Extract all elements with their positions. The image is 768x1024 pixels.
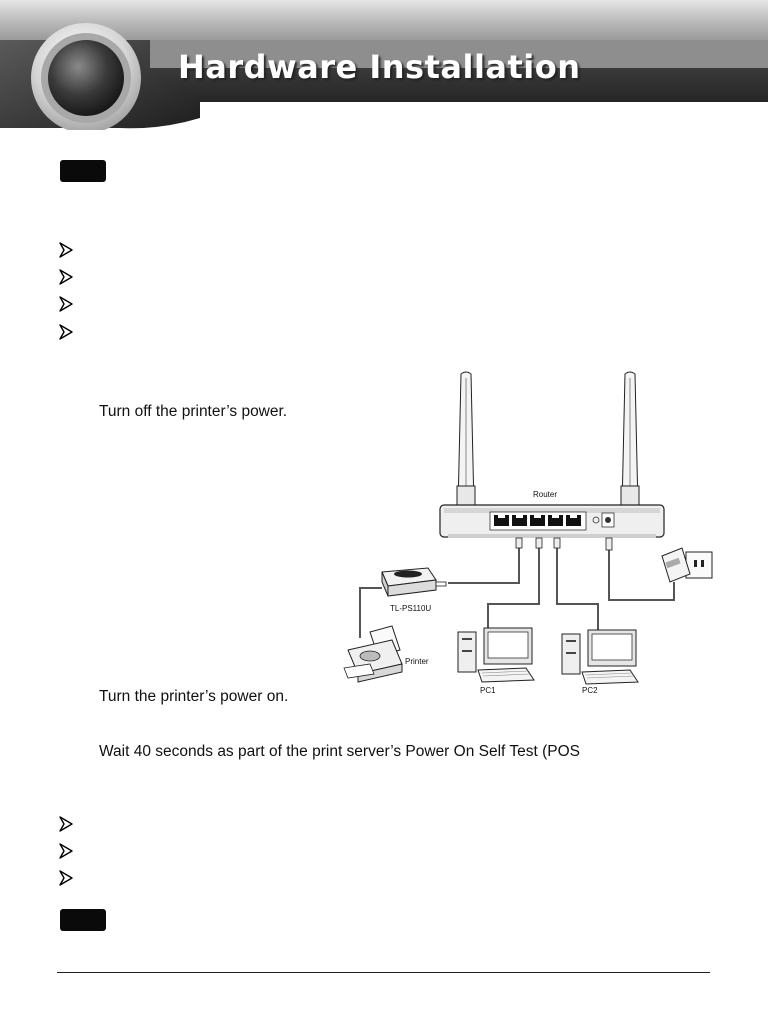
section-label-box — [60, 160, 106, 182]
pc1-computer — [458, 628, 534, 682]
network-cables — [448, 546, 674, 630]
print-server-label: TL-PS110U — [390, 604, 432, 613]
header-banner — [0, 0, 768, 130]
pc2-computer — [562, 630, 638, 684]
arrow-bullet-icon — [58, 869, 76, 887]
printer-device — [344, 626, 402, 682]
page-title: Hardware Installation — [178, 48, 581, 86]
step-text-power-off: Turn off the printer’s power. — [99, 403, 288, 420]
router-label: Router — [533, 490, 558, 499]
arrow-bullet-icon — [58, 295, 76, 313]
step-text-power-on: Turn the printer’s power on. — [99, 688, 289, 705]
step-text-wait: Wait 40 seconds as part of the print server’s Power On Self Test (POS — [99, 743, 580, 760]
router-antenna-left — [457, 372, 475, 512]
cable-plugs — [516, 538, 612, 550]
section-label-box — [60, 909, 106, 931]
arrow-bullet-icon — [58, 241, 76, 259]
router-antenna-right — [621, 372, 639, 512]
footer-divider — [57, 972, 710, 973]
printer-label: Printer — [405, 657, 429, 666]
network-connection-diagram — [330, 368, 722, 704]
pc2-label: PC2 — [582, 686, 598, 695]
arrow-bullet-icon — [58, 815, 76, 833]
arrow-bullet-icon — [58, 323, 76, 341]
power-adapter — [662, 548, 712, 590]
print-server-device — [360, 568, 446, 638]
arrow-bullet-icon — [58, 842, 76, 860]
arrow-bullet-icon — [58, 268, 76, 286]
router — [440, 505, 664, 538]
pc1-label: PC1 — [480, 686, 496, 695]
